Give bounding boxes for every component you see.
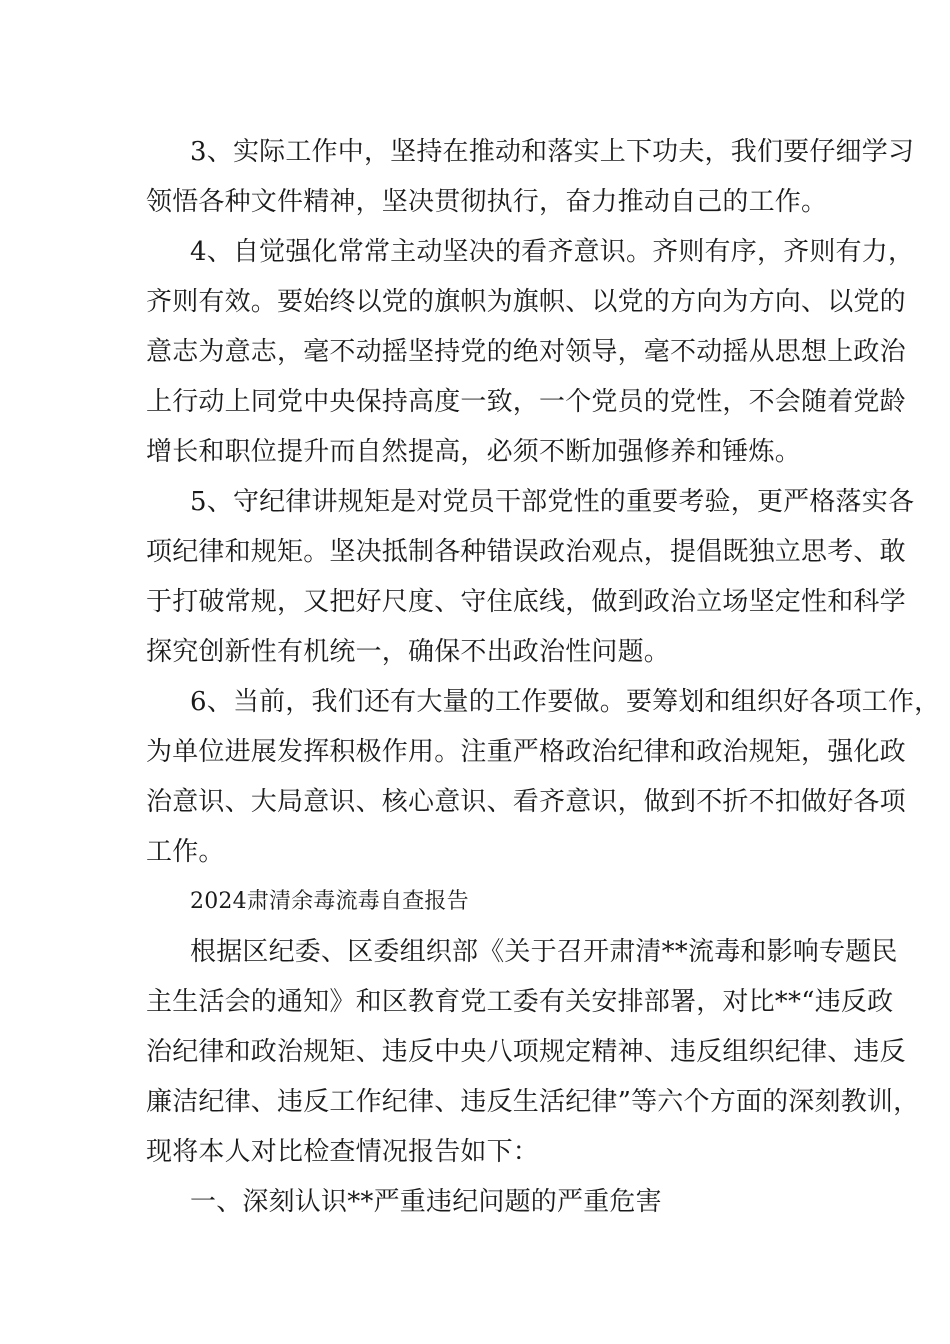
paragraph-4-line-4: 上行动上同党中央保持高度一致，一个党员的党性，不会随着党龄 — [146, 387, 906, 417]
paragraph-5-line-2: 项纪律和规矩。坚决抵制各种错误政治观点，提倡既独立思考、敢 — [146, 537, 906, 567]
report-intro-line-1: 根据区纪委、区委组织部《关于召开肃清**流毒和影响专题民 — [190, 937, 898, 967]
report-intro-line-2: 主生活会的通知》和区教育党工委有关安排部署，对比**“违反政 — [146, 987, 894, 1017]
report-title: 2024肃清余毒流毒自查报告 — [190, 889, 469, 914]
paragraph-4-line-3: 意志为意志，毫不动摇坚持党的绝对领导，毫不动摇从思想上政治 — [146, 337, 906, 367]
section-heading-1: 一、深刻认识**严重违纪问题的严重危害 — [190, 1187, 662, 1217]
paragraph-6-line-3: 治意识、大局意识、核心意识、看齐意识，做到不折不扣做好各项 — [146, 787, 906, 817]
paragraph-5-line-3: 于打破常规，又把好尺度、守住底线，做到政治立场坚定性和科学 — [146, 587, 906, 617]
paragraph-5-line-4: 探究创新性有机统一，确保不出政治性问题。 — [146, 637, 671, 667]
report-intro-line-5: 现将本人对比检查情况报告如下： — [146, 1137, 540, 1167]
paragraph-6-line-1: 6、当前，我们还有大量的工作要做。要筹划和组织好各项工作， — [190, 687, 941, 717]
report-intro-line-4: 廉洁纪律、违反工作纪律、违反生活纪律”等六个方面的深刻教训， — [146, 1087, 920, 1117]
paragraph-4-line-5: 增长和职位提升而自然提高，必须不断加强修养和锤炼。 — [146, 437, 802, 467]
paragraph-4-line-2: 齐则有效。要始终以党的旗帜为旗帜、以党的方向为方向、以党的 — [146, 287, 906, 317]
paragraph-3-line-1: 3、实际工作中，坚持在推动和落实上下功夫，我们要仔细学习 — [190, 137, 915, 167]
paragraph-6-line-4: 工作。 — [146, 837, 225, 867]
paragraph-4-line-1: 4、自觉强化常常主动坚决的看齐意识。齐则有序，齐则有力， — [190, 237, 915, 267]
paragraph-3-line-2: 领悟各种文件精神，坚决贯彻执行，奋力推动自己的工作。 — [146, 187, 828, 217]
paragraph-6-line-2: 为单位进展发挥积极作用。注重严格政治纪律和政治规矩，强化政 — [146, 737, 906, 767]
report-intro-line-3: 治纪律和政治规矩、违反中央八项规定精神、违反组织纪律、违反 — [146, 1037, 906, 1067]
paragraph-5-line-1: 5、守纪律讲规矩是对党员干部党性的重要考验，更严格落实各 — [190, 487, 915, 517]
